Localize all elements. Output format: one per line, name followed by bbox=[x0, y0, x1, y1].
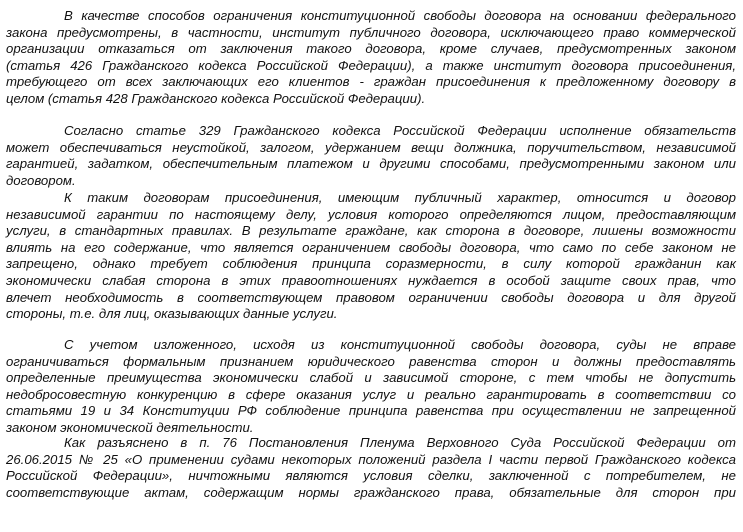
text-line: Российской Федерации», ничтожными являются условия сделки, заключенной с потребителем, не bbox=[6, 468, 736, 484]
text-line: гарантией, задатком, обеспечительным платежом и другими способами, предусмотренными законом или bbox=[6, 156, 736, 172]
text-line: соответствующие актам, содержащим нормы гражданского права, обязательные для сторон при bbox=[6, 484, 736, 500]
text-line: запрещено, однако требует соблюдения принципа соразмерности, в силу которой гражданин как bbox=[6, 256, 736, 272]
text-line: закона предусмотрены, в частности, институт публичного договора, исключающего право коммерческой bbox=[6, 24, 736, 40]
paragraph-public-contract bbox=[6, 8, 736, 108]
text-line: К таким договорам присоединения, имеющим публичный характер, относится и договор bbox=[64, 190, 736, 205]
text-line: 26.06.2015 № 25 «О применении судами некоторых положений раздела I части первой Гражданского кодекса bbox=[6, 451, 736, 467]
text-line: экономически слабая сторона в этих правоотношениях нуждается в особой защите своих прав, что bbox=[6, 272, 736, 288]
text-line: статьями 19 и 34 Конституции РФ соблюдение принципа равенства при осуществлении не запрещенной bbox=[6, 403, 736, 419]
paragraph-courts-duty bbox=[6, 337, 736, 437]
text-line: законом экономической деятельности. bbox=[6, 419, 254, 435]
text-line: услуги, в стандартных правилах. В результате граждане, как сторона в договоре, лишены возможности bbox=[6, 223, 736, 239]
text-line: может обеспечиваться неустойкой, залогом, удержанием вещи должника, поручительством, независимой bbox=[6, 139, 736, 155]
text-line: влечет необходимость в соответствующем правовом ограничении свободы договора и для другой bbox=[6, 289, 736, 305]
text-line: целом (статья 428 Гражданского кодекса Российской Федерации). bbox=[6, 90, 426, 106]
paragraph-adhesion-contracts bbox=[6, 190, 736, 323]
text-line: С учетом изложенного, исходя из конституционной свободы договора, суды не вправе bbox=[64, 337, 736, 352]
text-line: договором. bbox=[6, 172, 76, 188]
text-line: Согласно статье 329 Гражданского кодекса Российской Федерации исполнение обязательств bbox=[64, 123, 736, 138]
text-line: требующего от всех заключающих его клиентов - граждан присоединения к предложенному договору в bbox=[6, 74, 736, 90]
text-line: недобросовестную конкуренцию в сфере оказания услуг и реально гарантировать в соответствии со bbox=[6, 386, 736, 402]
text-line: независимой гарантии по настоящему делу, условия которого определяются лицом, предоставляющим bbox=[6, 206, 736, 222]
text-line: В качестве способов ограничения конституционной свободы договора на основании федерального bbox=[64, 8, 736, 23]
text-line: влиять на его содержание, что является ограничением свободы договора, что само по себе законом не bbox=[6, 239, 736, 255]
text-line: (статья 426 Гражданского кодекса Российской Федерации), а также институт договора присоединения, bbox=[6, 57, 736, 73]
text-line: стороны, т.е. для лиц, оказывающих данные услуги. bbox=[6, 306, 338, 322]
paragraph-article-329 bbox=[6, 123, 736, 189]
text-line: ограничиваться формальным признанием юридического равенства сторон и должны предоставлять bbox=[6, 353, 736, 369]
text-line: Как разъяснено в п. 76 Постановления Пленума Верховного Суда Российской Федерации от bbox=[64, 435, 736, 450]
paragraph-plenum-resolution bbox=[6, 435, 736, 501]
text-line: организации отказаться от заключения такого договора, кроме случаев, предусмотренных законом bbox=[6, 41, 736, 57]
text-line: определенные преимущества экономически слабой и зависимой стороне, с тем чтобы не допустить bbox=[6, 370, 736, 386]
